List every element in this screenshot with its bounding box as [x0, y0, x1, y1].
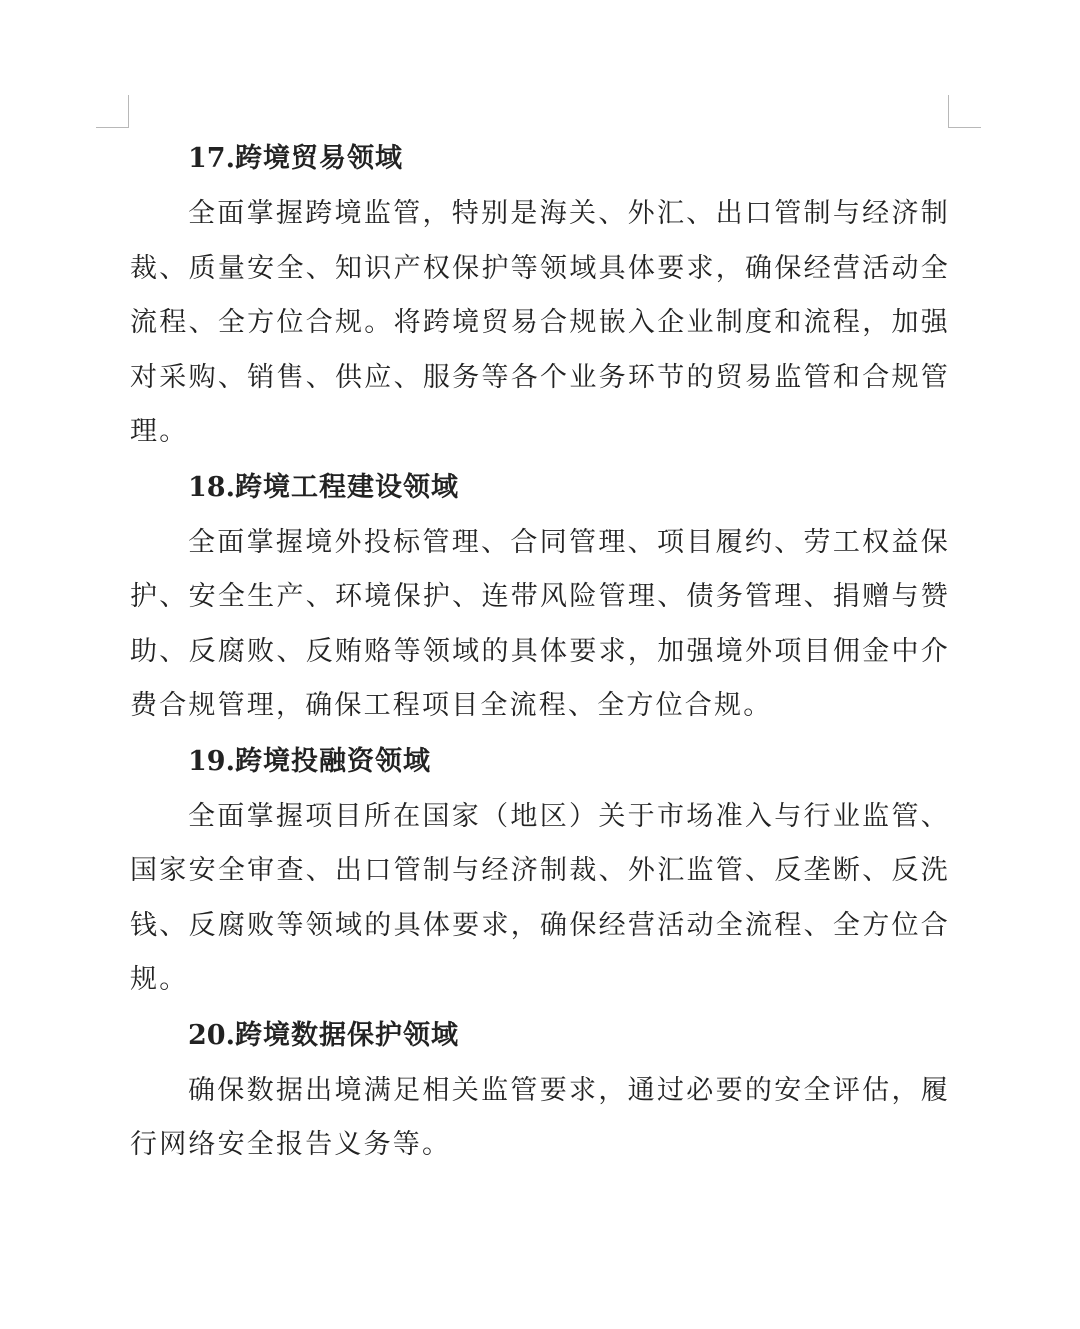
section-paragraph: 确保数据出境满足相关监管要求，通过必要的安全评估，履行网络安全报告义务等。: [130, 1074, 950, 1160]
section-title: 跨境投融资领域: [234, 745, 431, 777]
section-19: [130, 734, 950, 1008]
section-heading: [130, 1008, 950, 1064]
section-heading: [130, 131, 950, 187]
section-paragraph: 全面掌握项目所在国家（地区）关于市场准入与行业监管、国家安全审查、出口管制与经济制裁、外汇监管、反垄断、反洗钱、反腐败等领域的具体要求，确保经营活动全流程、全方位合规。: [130, 800, 950, 995]
section-paragraph: 全面掌握跨境监管，特别是海关、外汇、出口管制与经济制裁、质量安全、知识产权保护等领域具体要求，确保经营活动全流程、全方位合规。将跨境贸易合规嵌入企业制度和流程，加强对采购、销售、供应、服务等各个业务环节的贸易监管和合规管理。: [130, 198, 950, 447]
section-title: 跨境数据保护领域: [234, 1019, 459, 1051]
section-heading: [130, 734, 950, 790]
section-number: 19.: [188, 745, 235, 777]
section-20: [130, 1008, 950, 1173]
section-17: [130, 131, 950, 460]
section-number: 20.: [188, 1019, 235, 1051]
section-heading: [130, 460, 950, 516]
section-number: 17.: [188, 143, 235, 174]
section-number: 18.: [188, 471, 235, 503]
section-paragraph: 全面掌握境外投标管理、合同管理、项目履约、劳工权益保护、安全生产、环境保护、连带风险管理、债务管理、捐赠与赞助、反腐败、反贿赂等领域的具体要求，加强境外项目佣金中介费合规管理，确保工程项目全流程、全方位合规。: [130, 526, 950, 721]
section-18: [130, 460, 950, 734]
corner-mark-top-left: [96, 95, 129, 128]
corner-mark-top-right: [948, 95, 981, 128]
section-title: 跨境工程建设领域: [234, 471, 459, 503]
document-body: [130, 131, 950, 1173]
section-title: 跨境贸易领域: [234, 143, 403, 174]
